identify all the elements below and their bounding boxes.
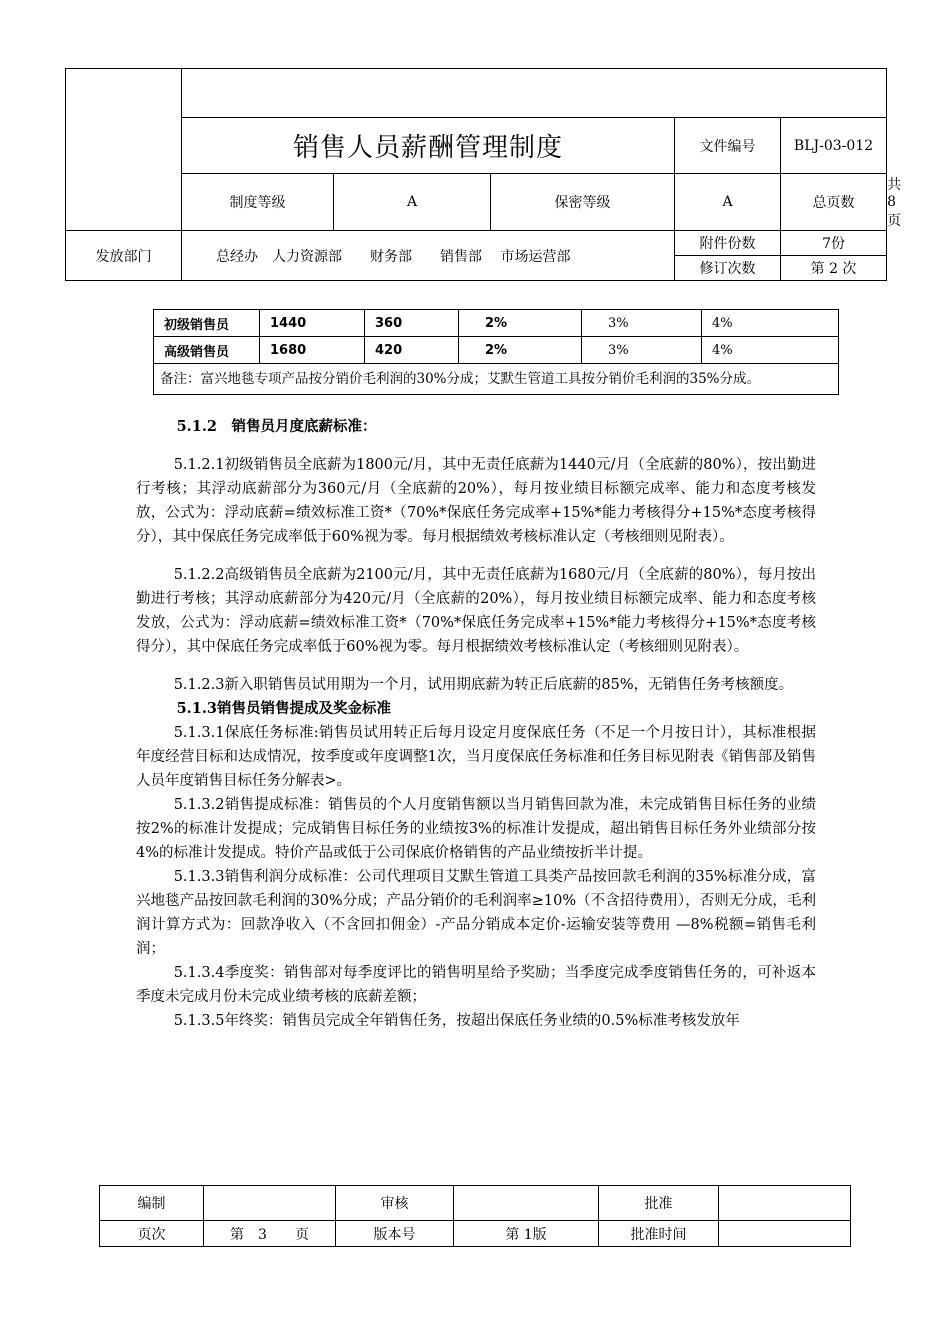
version-label: 版本号: [336, 1221, 454, 1247]
revision-label: 修订次数: [675, 256, 781, 281]
secret-value: A: [675, 174, 781, 231]
rate2-cell: 3%: [582, 310, 702, 337]
secret-label: 保密等级: [491, 174, 675, 231]
table-row: [154, 310, 839, 337]
level-value: A: [334, 174, 491, 231]
paragraph-5123: 5.1.2.3新入职销售员试用期为一个月，试用期底薪为转正后底薪的85%，无销售任务考核额度。: [173, 677, 794, 693]
attach-label: 附件份数: [675, 231, 781, 256]
version-value: 第 1版: [454, 1221, 599, 1247]
base-cell: 1440: [260, 310, 365, 337]
approve-time-value: [719, 1221, 851, 1247]
paragraph-5133: 5.1.3.3销售利润分成标准：公司代理项目艾默生管道工具类产品按回款毛利润的35%标准分成，富兴地毯产品按回款毛利润的30%分成；产品分销价的毛利润率≥10%（不含招待费用），否则无分成，毛利润计算方式为：回款净收入（不含回扣佣金）-产品分销成本定价-运输安装等费用 —8%税额=销售毛利润；: [136, 869, 816, 957]
float-cell: 360: [365, 310, 459, 337]
paragraph-5132: 5.1.3.2销售提成标准：销售员的个人月度销售额以当月销售回款为准，未完成销售目标任务的业绩按2%的标准计发提成；完成销售目标任务的业绩按3%的标准计发提成，超出销售目标任务外业绩部分按4%的标准计发提成。特价产品或低于公司保底价格销售的产品业绩按折半计提。: [136, 797, 816, 861]
paragraph-5121: 5.1.2.1初级销售员全底薪为1800元/月，其中无责任底薪为1440元/月（全底薪的80%），按出勤进行考核；其浮动底薪部分为360元/月（全底薪的20%），每月按业绩目标额完成率、能力和态度考核发放，公式为：浮动底薪=绩效标准工资*（70%*保底任务完成率+15%*能力考核得分+15%*态度考核得分），其中保底任务完成率低于60%视为零。每月根据绩效考核标准认定（考核细则见附表）。: [136, 457, 816, 545]
rate1-cell: 2%: [459, 337, 582, 364]
approve-time-label: 批准时间: [599, 1221, 719, 1247]
page-value: 第 3 页: [204, 1221, 336, 1247]
role-cell: 初级销售员: [154, 310, 260, 337]
logo-cell: [66, 69, 182, 231]
review-value: [454, 1186, 599, 1221]
section-heading-512: 5.1.2 销售员月度底薪标准：: [176, 418, 377, 435]
document-title: 销售人员薪酬管理制度: [182, 118, 675, 174]
attach-value: 7份: [781, 231, 887, 256]
paragraph-5122: 5.1.2.2高级销售员全底薪为2100元/月，其中无责任底薪为1680元/月（全底薪的80%），每月按出勤进行考核；其浮动底薪部分为420元/月（全底薪的20%），每月按业绩目标额完成率、能力和态度考核发放，公式为：浮动底薪=绩效标准工资*（70%*保底任务完成率+15%*能力考核得分+15%*态度考核得分），其中保底任务完成率低于60%视为零。每月根据绩效考核标准认定（考核细则见附表）。: [136, 567, 816, 655]
header-blank-cell: [182, 69, 887, 118]
rate2-cell: 3%: [582, 337, 702, 364]
table-row: [154, 364, 839, 395]
compile-label: 编制: [100, 1186, 204, 1221]
rate3-cell: 4%: [702, 337, 839, 364]
compile-value: [204, 1186, 336, 1221]
commission-rate-table: [153, 309, 839, 395]
approve-value: [719, 1186, 851, 1221]
section-heading-513: 5.1.3销售员销售提成及奖金标准: [176, 700, 391, 717]
document-body: [136, 415, 816, 1033]
review-label: 审核: [336, 1186, 454, 1221]
float-cell: 420: [365, 337, 459, 364]
doc-no-value: BLJ-03-012: [781, 118, 887, 174]
paragraph-5134: 5.1.3.4季度奖：销售部对每季度评比的销售明星给予奖励；当季度完成季度销售任务的，可补返本季度未完成月份未完成业绩考核的底薪差额；: [136, 965, 816, 1005]
level-label: 制度等级: [182, 174, 334, 231]
page-label: 页次: [100, 1221, 204, 1247]
doc-no-label: 文件编号: [675, 118, 781, 174]
approve-label: 批准: [599, 1186, 719, 1221]
header-table: 销售人员薪酬管理制度 文件编号 BLJ-03-012 制度等级 A 保密等级 A 总页数 共8页 发放部门 总经办 人力资源部 财务部 销售部 市场运营部 附件份数 7份 修订次数 第 2 次: [65, 68, 887, 281]
table-note: 备注：富兴地毯专项产品按分销价毛利润的30%分成；艾默生管道工具按分销价毛利润的35%分成。: [154, 364, 839, 395]
rate3-cell: 4%: [702, 310, 839, 337]
role-cell: 高级销售员: [154, 337, 260, 364]
dept-label: 发放部门: [66, 231, 182, 281]
table-row: [154, 337, 839, 364]
footer-table: [99, 1185, 851, 1247]
paragraph-5135: 5.1.3.5年终奖：销售员完成全年销售任务，按超出保底任务业绩的0.5%标准考核发放年: [173, 1013, 740, 1029]
paragraph-5131: 5.1.3.1保底任务标准:销售员试用转正后每月设定月度保底任务（不足一个月按日计），其标准根据年度经营目标和达成情况，按季度或年度调整1次，当月度保底任务标准和任务目标见附表《销售部及销售人员年度销售目标任务分解表>。: [136, 725, 816, 789]
rate1-cell: 2%: [459, 310, 582, 337]
dept-list: 总经办 人力资源部 财务部 销售部 市场运营部: [182, 231, 675, 281]
base-cell: 1680: [260, 337, 365, 364]
pages-label: 总页数: [781, 174, 887, 231]
revision-value: 第 2 次: [781, 256, 887, 281]
